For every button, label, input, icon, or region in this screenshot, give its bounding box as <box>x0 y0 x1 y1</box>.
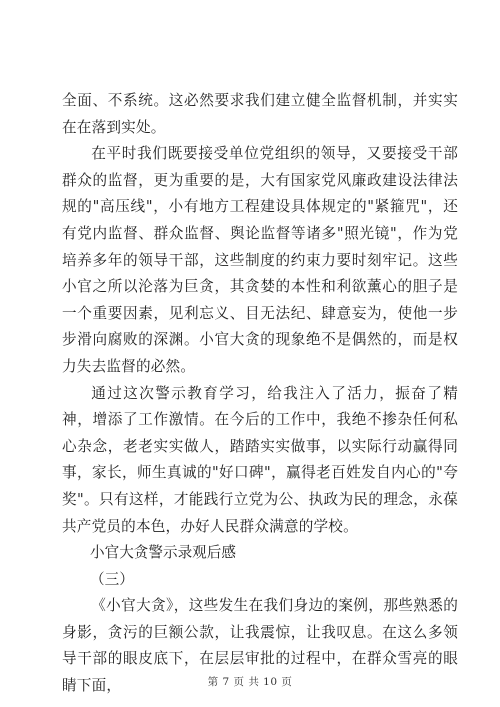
paragraph-continuation: 全面、不系统。这必然要求我们建立健全监督机制，并实实在在落到实处。 <box>62 92 458 136</box>
section-heading: 小官大贪警示录观后感 <box>90 544 236 562</box>
paragraph-reflection: 通过这次警示教育学习，给我注入了活力，振奋了精神，增添了工作激情。在今后的工作中，我绝不掺杂任何私心杂念，老老实实做人，踏踏实实做事，以实际行动赢得同事，家长，师生真诚的"好口碑"，赢得老百姓发自内心的"夸奖"。只有这样，才能践行立党为公、执政为民的理念，永葆共产党员的本色，办好人民群众满意的学校。 <box>62 384 458 535</box>
paragraph-supervision: 在平时我们既要接受单位党组织的领导，又要接受干部群众的监督，更为重要的是，大有国家党风廉政建设法律法规的"高压线"，小有地方工程建设具体规定的"紧箍咒"，还有党内监督、群众监督、舆论监督等诸多"照光镜"，作为党培养多年的领导干部，这些制度的约束力要时刻牢记。这些小官之所以沦落为巨贪，其贪婪的本性和利欲薰心的胆子是一个重要因素，见利忘义、目无法纪、肆意妄为，使他一步步滑向腐败的深渊。小官大贪的现象绝不是偶然的，而是权力失去监督的必然。 <box>62 145 458 375</box>
section-marker: （三） <box>90 570 134 588</box>
page-footer: 第 7 页 共 10 页 <box>207 676 293 688</box>
paragraph-case-intro: 《小官大贪》，这些发生在我们身边的案例，那些熟悉的身影，贪污的巨额公款，让我震惊，让我叹息。在这么多领导干部的眼皮底下，在层层审批的过程中，在群众雪亮的眼睛下面， <box>62 597 458 695</box>
document-body <box>62 88 458 700</box>
